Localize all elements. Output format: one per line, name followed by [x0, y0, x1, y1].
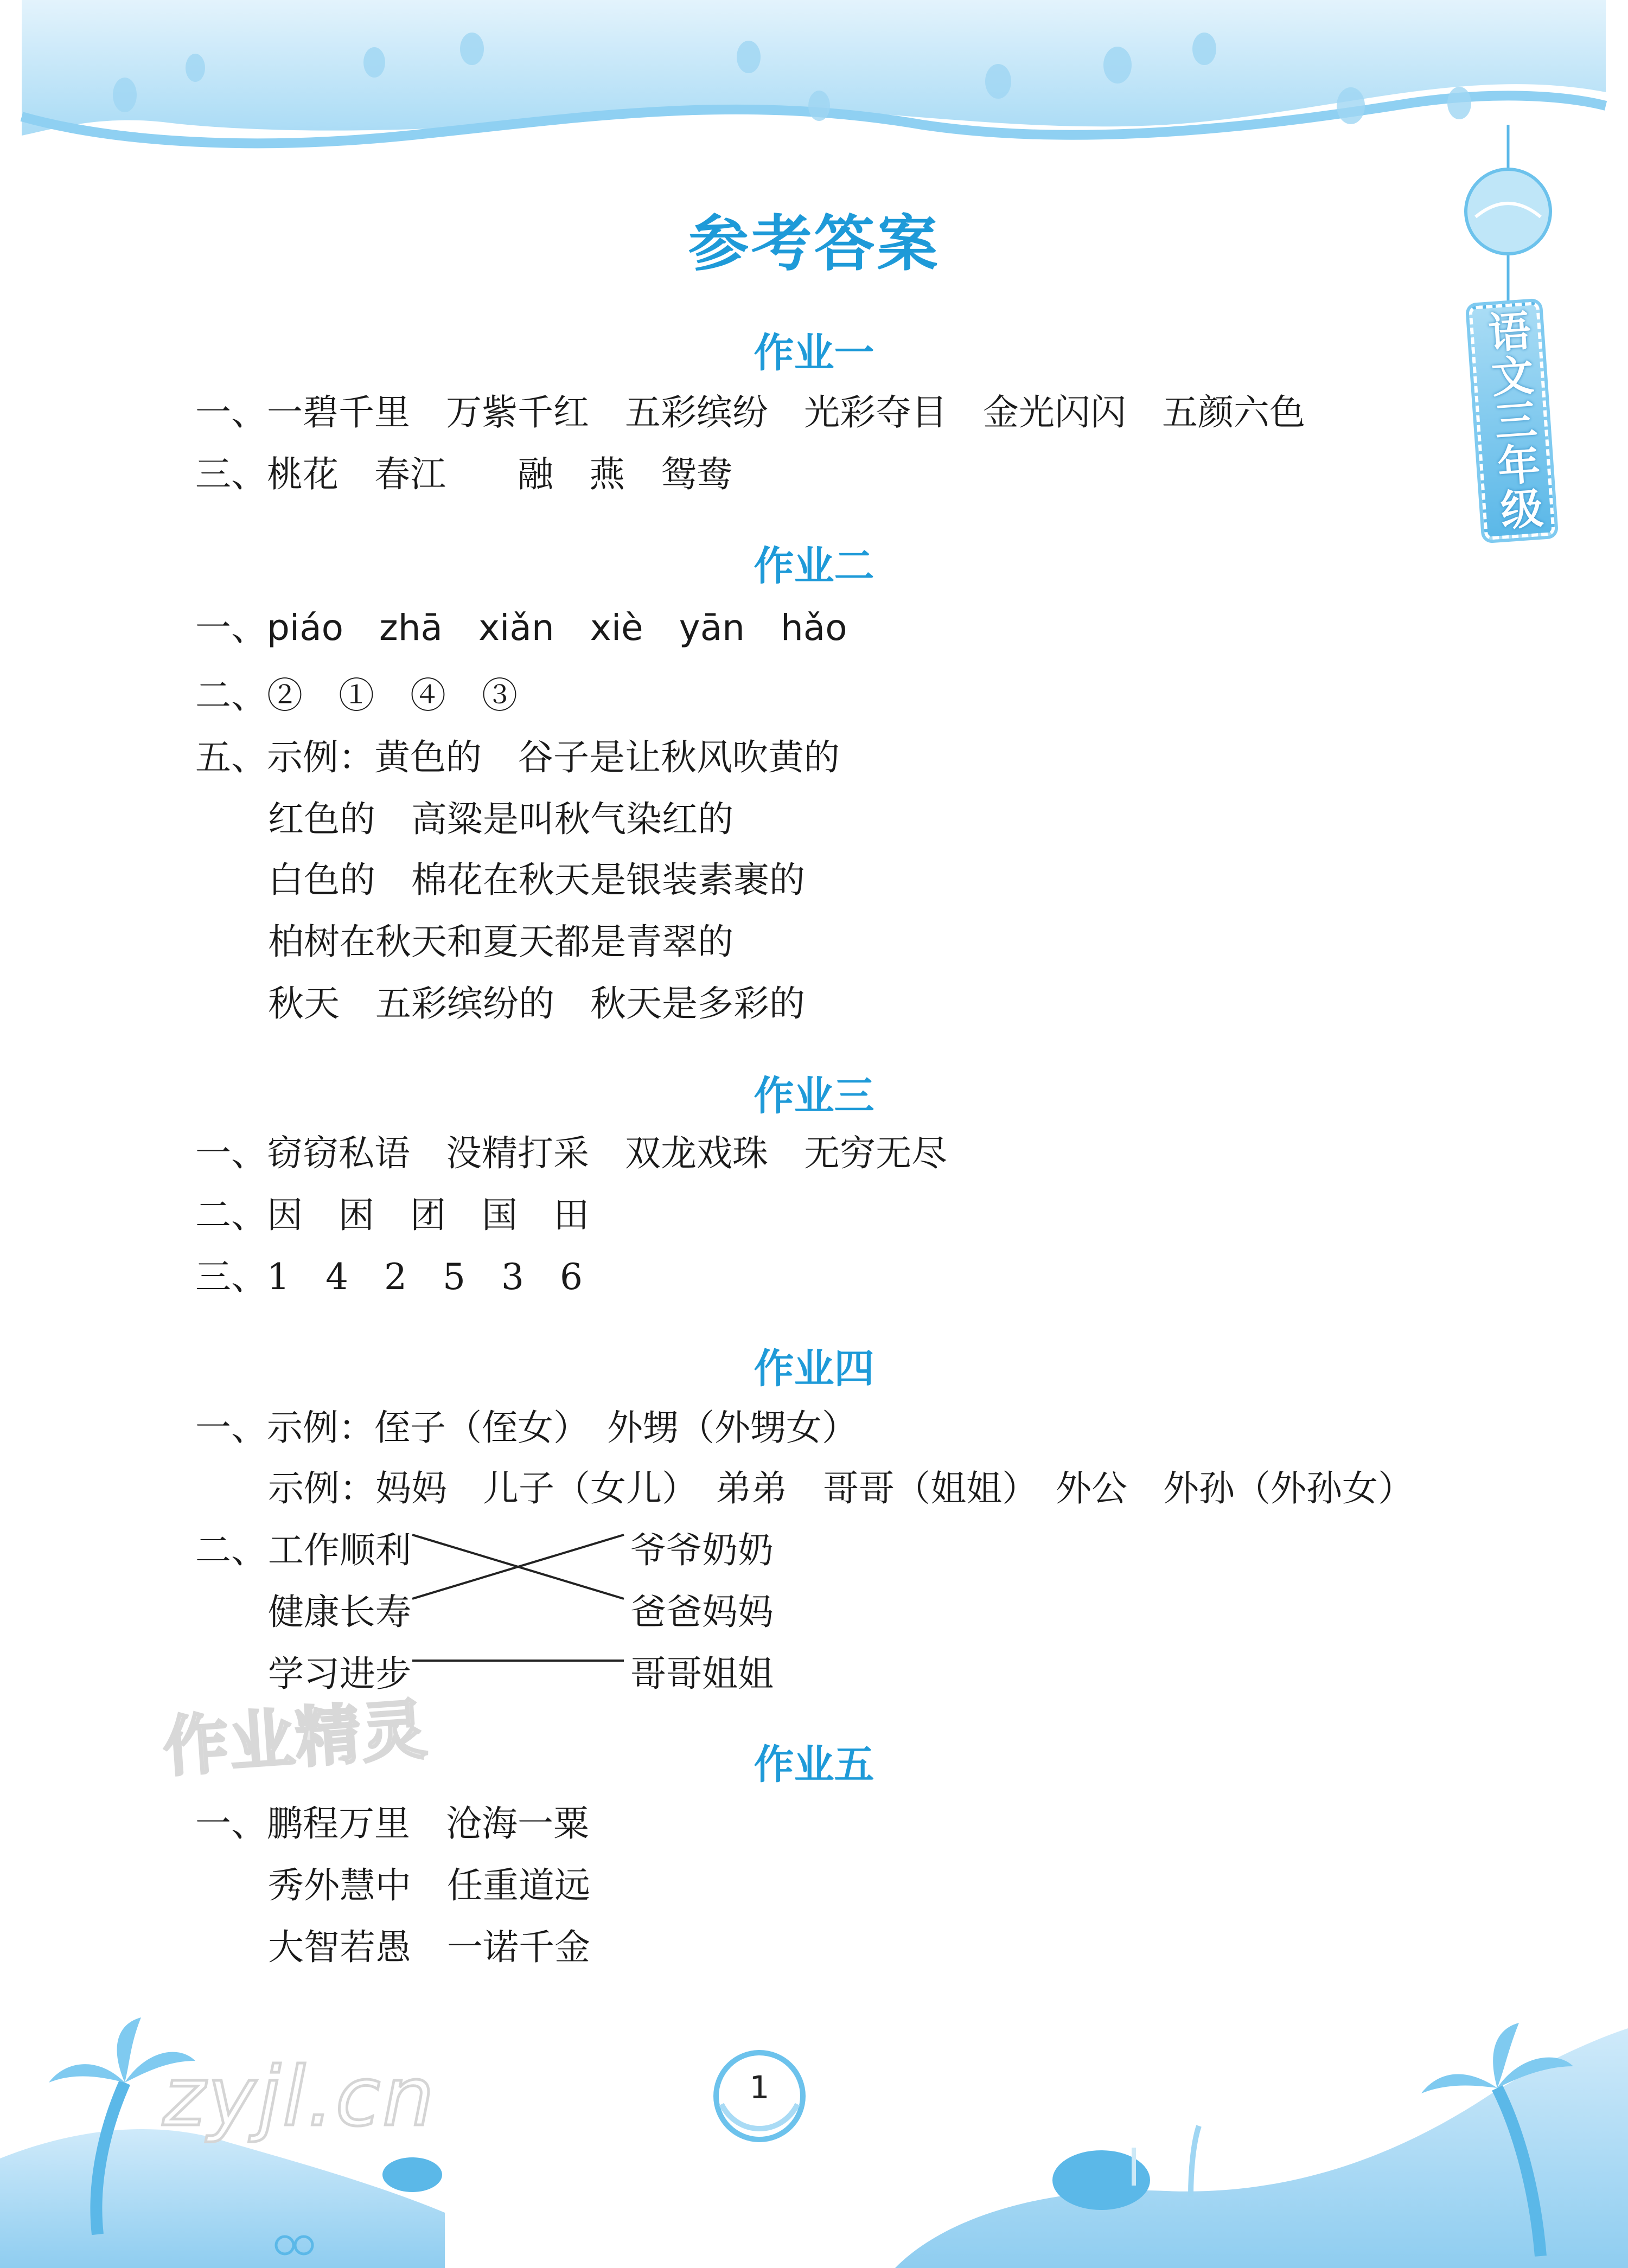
answer-line: 柏树在秋天和夏天都是青翠的	[268, 921, 733, 963]
matching-right-item: 哥哥姐姐	[630, 1653, 774, 1695]
watermark-logo-text: 作业精灵	[161, 1692, 430, 1786]
answer-line: 三、1 4 2 5 3 6	[195, 1256, 583, 1298]
section-title-4: 作业四	[754, 1346, 874, 1392]
watermark-site-text: zyjl.cn	[163, 2050, 437, 2144]
page-number: 1	[749, 2069, 770, 2106]
answer-line: 示例：妈妈 儿子（女儿） 弟弟 哥哥（姐姐） 外公 外孙（外孙女）	[268, 1468, 1414, 1509]
section-title-1: 作业一	[754, 330, 874, 376]
answer-line: 大智若愚 一诺千金	[268, 1926, 590, 1968]
matching-left-item: 健康长寿	[268, 1591, 411, 1633]
answer-line: 三、桃花 春江 融 燕 鸳鸯	[195, 453, 732, 495]
matching-right-item: 爷爷奶奶	[630, 1529, 774, 1571]
answer-line: 一、窃窃私语 没精打采 双龙戏珠 无穷无尽	[195, 1132, 947, 1174]
page-title: 参考答案	[688, 208, 940, 279]
answer-line: 秀外慧中 任重道远	[268, 1865, 590, 1906]
answer-line: 五、示例：黄色的 谷子是让秋风吹黄的	[195, 736, 840, 778]
answer-line: 一、一碧千里 万紫千红 五彩缤纷 光彩夺目 金光闪闪 五颜六色	[195, 392, 1305, 433]
answer-line: 二、因 困 团 国 田	[195, 1194, 589, 1236]
matching-left-item: 工作顺利	[268, 1529, 411, 1571]
header-wave-decoration	[0, 0, 1628, 163]
answer-line: 一、鹏程万里 沧海一粟	[195, 1803, 589, 1844]
answer-line: 秋天 五彩缤纷的 秋天是多彩的	[268, 983, 805, 1024]
section-title-3: 作业三	[754, 1073, 874, 1119]
answer-line: 白色的 棉花在秋天是银装素裹的	[268, 859, 805, 901]
answer-line-pinyin: 一、piáo zhā xiǎn xiè yān hǎo	[195, 607, 847, 649]
matching-lines	[401, 1519, 629, 1692]
grade-label: 语文三年级	[1479, 308, 1545, 534]
answer-line: 一、示例：侄子（侄女） 外甥（外甥女）	[195, 1407, 858, 1449]
section-title-2: 作业二	[754, 543, 874, 590]
answer-line: 二、② ① ④ ③	[195, 675, 518, 716]
answer-line: 红色的 高粱是叫秋气染红的	[268, 798, 733, 840]
matching-left-item: 学习进步	[268, 1653, 411, 1695]
matching-prefix: 二、	[195, 1529, 267, 1571]
section-title-5: 作业五	[754, 1741, 874, 1788]
matching-right-item: 爸爸妈妈	[630, 1591, 774, 1633]
